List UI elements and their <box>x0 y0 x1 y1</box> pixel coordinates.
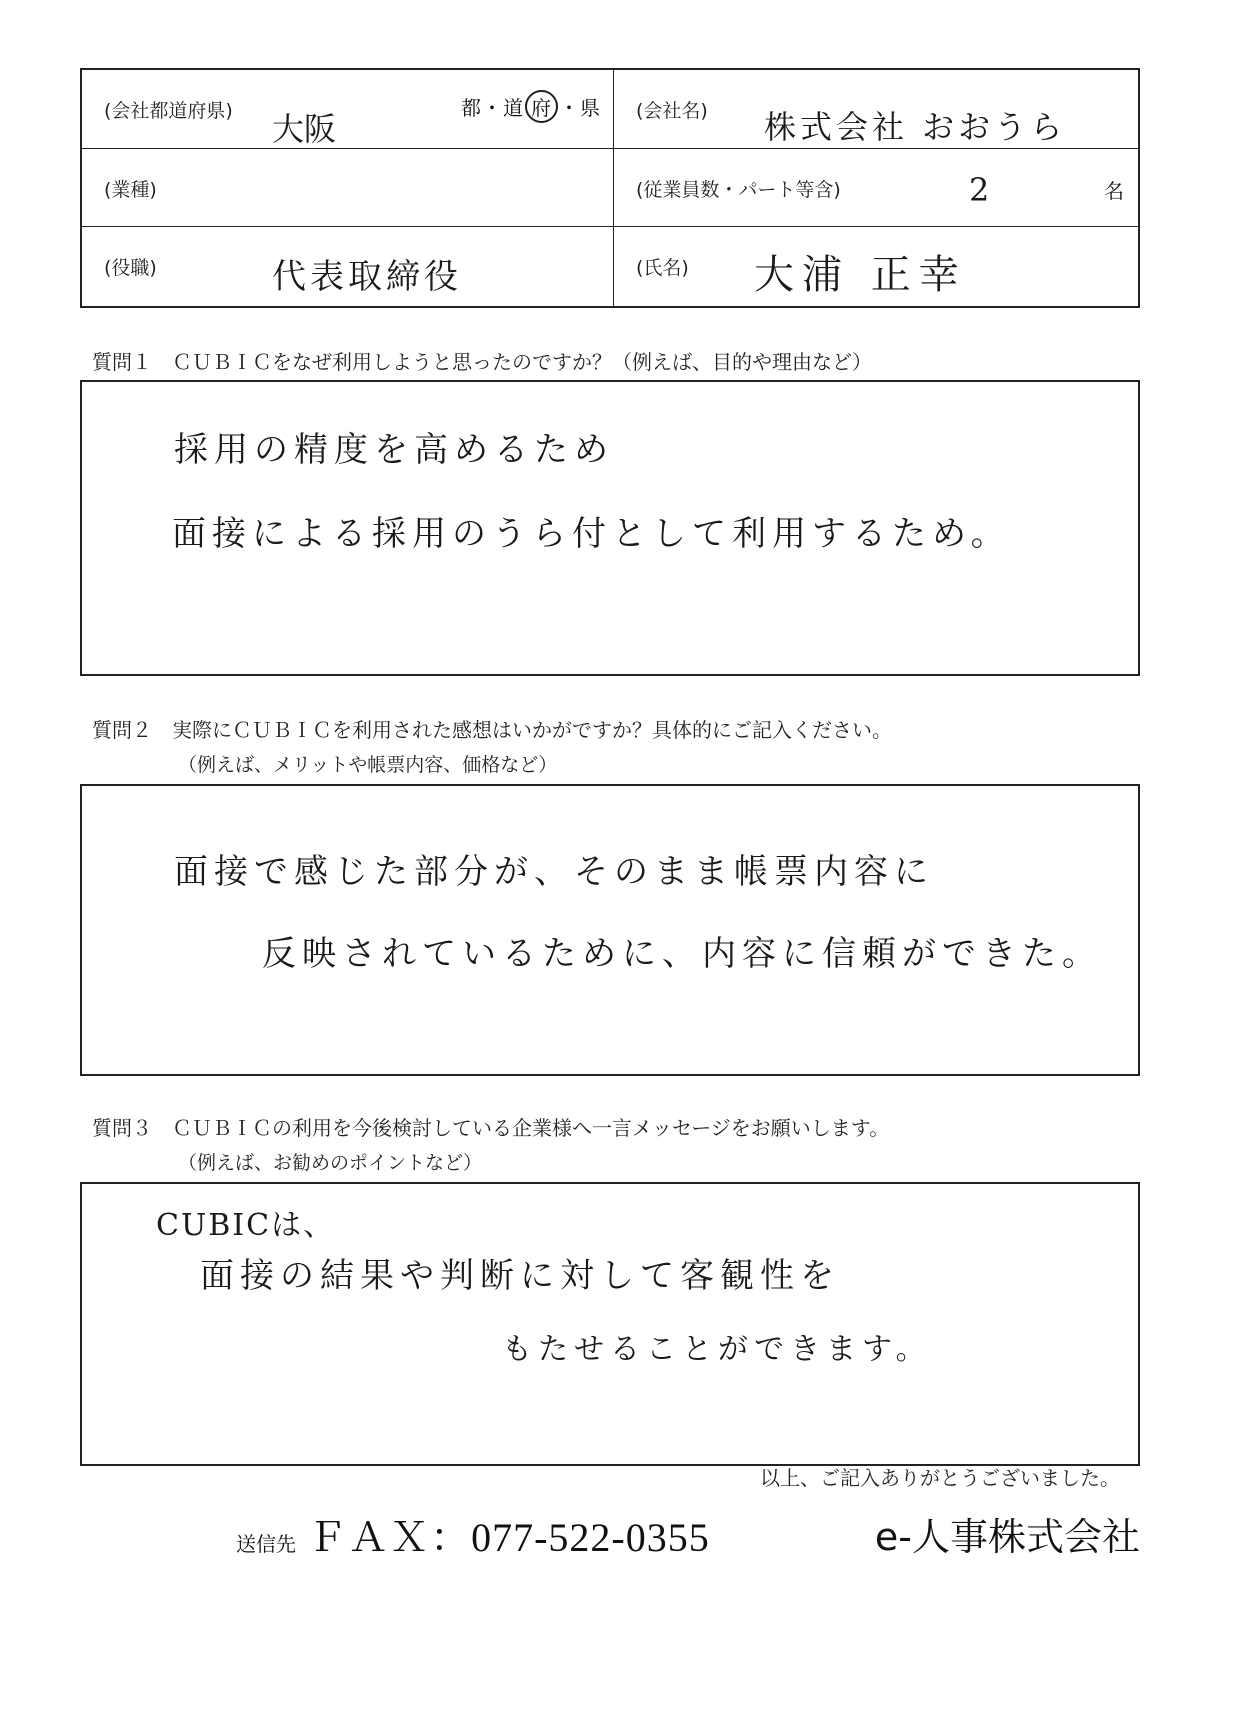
question-3-subtitle: （例えば、お勧めのポイントなど） <box>178 1152 483 1174</box>
thanks-message: 以上、ご記入ありがとうございました。 <box>760 1466 1120 1490</box>
prefecture-choice-fu-circled: 府 <box>525 90 558 123</box>
answer-2-line-1: 面接で感じた部分が、そのまま帳票内容に <box>174 852 934 892</box>
company-name: e-人事株式会社 <box>874 1515 1140 1559</box>
send-label: 送信先 <box>236 1532 296 1556</box>
answer-1-line-2: 面接による採用のうら付として利用するため。 <box>172 514 1011 554</box>
position-cell <box>82 227 614 306</box>
answer-1-box <box>80 380 1140 676</box>
question-2-subtitle: （例えば、メリットや帳票内容、価格など） <box>178 754 558 776</box>
answer-2-line-2: 反映されているために、内容に信頼ができた。 <box>262 934 1102 974</box>
question-2-title: 質問２ 実際にＣＵＢＩＣを利用された感想はいかがですか？具体的にご記入ください。 <box>92 718 892 742</box>
company-value: 株式会社 おおうら <box>764 108 1067 146</box>
company-label: (会社名) <box>636 100 708 122</box>
prefecture-value: 大阪 <box>272 110 337 148</box>
prefecture-choice-ken: 県 <box>580 96 601 120</box>
prefecture-choices <box>461 90 601 123</box>
prefecture-cell <box>82 70 614 149</box>
name-label: (氏名) <box>636 257 689 280</box>
position-label: (役職) <box>104 257 157 280</box>
answer-3-box <box>80 1182 1140 1466</box>
name-value: 大浦 正幸 <box>754 252 967 299</box>
answer-1-line-1: 採用の精度を高めるため <box>174 430 614 470</box>
answer-3-line-2: 面接の結果や判断に対して客観性を <box>200 1256 840 1296</box>
prefecture-label: (会社都道府県) <box>104 100 233 122</box>
employees-unit: 名 <box>1104 178 1124 203</box>
name-cell <box>614 227 1138 306</box>
position-value: 代表取締役 <box>272 257 462 298</box>
answer-3-line-1: CUBICは、 <box>156 1208 336 1243</box>
fax-number: ＦＡＸ：077-522-0355 <box>307 1515 710 1560</box>
info-table <box>80 68 1140 308</box>
industry-cell <box>82 149 614 228</box>
choice-separator: ・ <box>559 96 580 120</box>
employees-label: (従業員数・パート等含) <box>636 178 841 201</box>
answer-3-line-3: もたせることができます。 <box>502 1332 932 1367</box>
prefecture-choice-do: 道 <box>503 96 524 120</box>
industry-label: (業種) <box>104 178 157 201</box>
company-cell <box>614 70 1138 149</box>
answer-2-box <box>80 784 1140 1076</box>
choice-separator: ・ <box>482 96 503 120</box>
employees-value: 2 <box>969 170 990 209</box>
employees-cell <box>614 149 1138 228</box>
fax-line <box>236 1506 710 1563</box>
question-1-title: 質問１ ＣＵＢＩＣをなぜ利用しようと思ったのですか？（例えば、目的や理由など） <box>92 350 872 374</box>
question-3-title: 質問３ ＣＵＢＩＣの利用を今後検討している企業様へ一言メッセージをお願いします。 <box>92 1116 890 1140</box>
prefecture-choice-to: 都 <box>461 96 482 120</box>
